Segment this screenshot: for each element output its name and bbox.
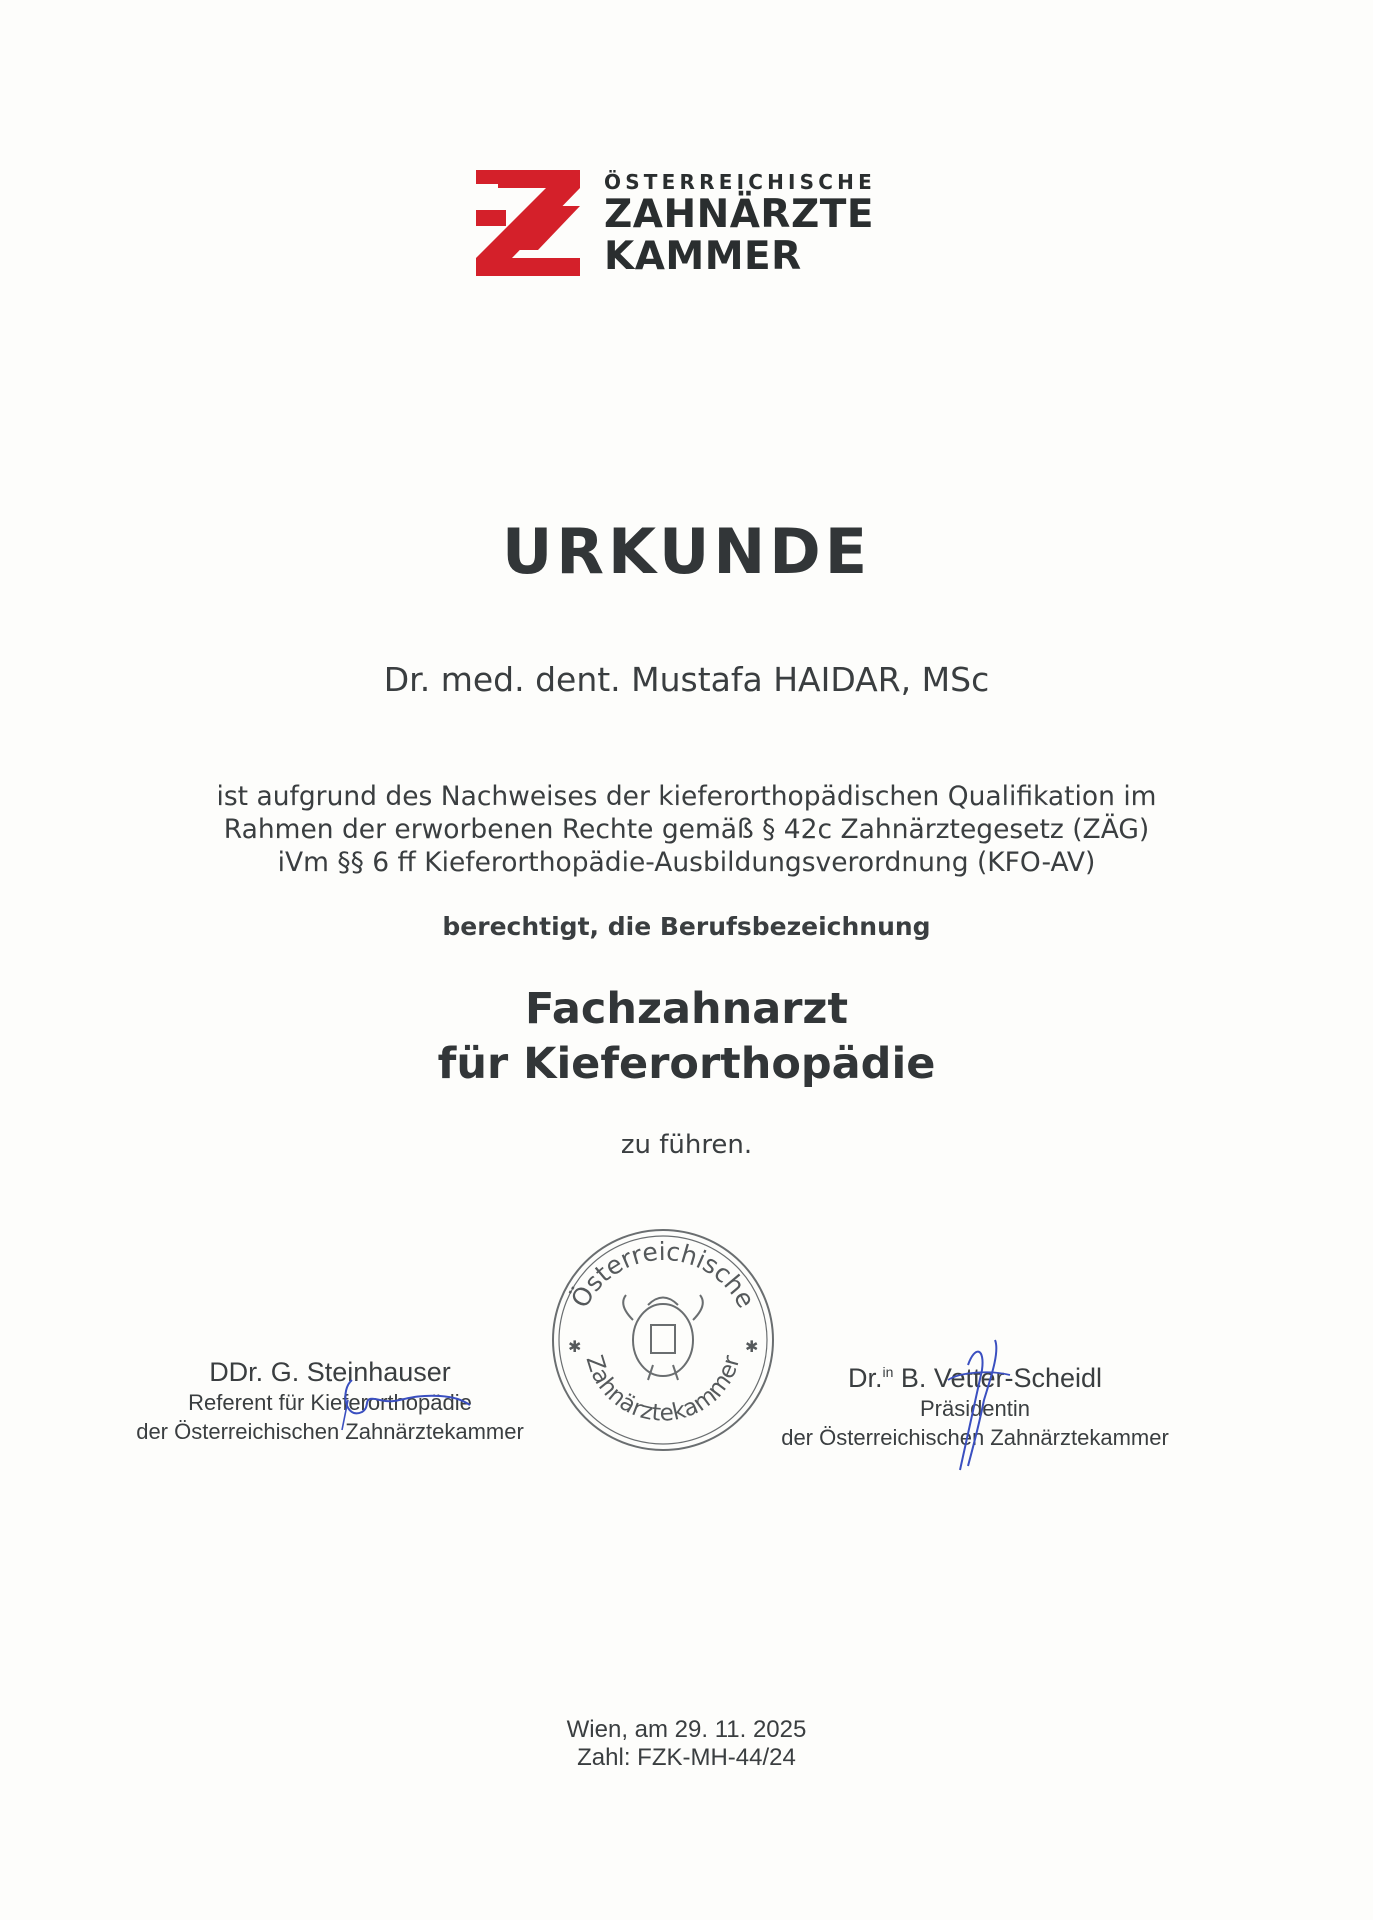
svg-text:Österreichische: Österreichische: [565, 1236, 761, 1313]
chamber-logo: [476, 170, 916, 280]
closing-text: zu führen.: [620, 1130, 753, 1160]
signatory-left: [100, 1356, 560, 1446]
logo-line-2: ZAHNÄRZTE: [604, 192, 874, 237]
authorization-text: berechtigt, die Berufsbezeichnung: [442, 912, 931, 941]
signatory-left-name: DDr. G. Steinhauser: [209, 1357, 451, 1387]
signatory-right-name: Dr.$^{in}$ B. Vetter-Scheidl: [847, 1363, 1103, 1393]
eagle-emblem-icon: [623, 1295, 703, 1380]
logo-wordmark: [604, 170, 876, 278]
paragraph-line: ist aufgrund des Nachweises der kieferorthopädischen Qualifikation im: [216, 781, 1157, 812]
paragraph-line: iVm §§ 6 ff Kieferorthopädie-Ausbildungsverordnung (KFO-AV): [277, 847, 1096, 878]
reference-number: Zahl: FZK-MH-44/24: [577, 1744, 796, 1771]
svg-text:✱: ✱: [568, 1337, 582, 1356]
signatory-left-org: der Österreichischen Zahnärztekammer: [136, 1419, 524, 1444]
signatory-right: [735, 1356, 1215, 1452]
recipient-name: Dr. med. dent. Mustafa HAIDAR, MSc: [383, 660, 990, 699]
place-date: Wien, am 29. 11. 2025: [566, 1716, 807, 1743]
specialty-line: Fachzahnarzt: [524, 984, 849, 1034]
issue-details: [0, 1716, 1373, 1772]
svg-text:Zahnärztekammer: Zahnärztekammer: [580, 1352, 746, 1427]
signatory-right-org: der Österreichischen Zahnärztekammer: [781, 1425, 1169, 1450]
signatory-right-role: Präsidentin: [919, 1396, 1031, 1421]
signatory-left-role: Referent für Kieferorthopädie: [188, 1390, 472, 1415]
logo-line-3: KAMMER: [604, 234, 802, 279]
logo-line-1: ÖSTERREICHISCHE: [604, 170, 876, 194]
specialty-line: für Kieferorthopädie: [437, 1039, 936, 1089]
svg-text:✱: ✱: [745, 1337, 759, 1356]
paragraph-line: Rahmen der erworbenen Rechte gemäß § 42c Zahnärztegesetz (ZÄG): [223, 814, 1150, 845]
document-title: URKUNDE: [501, 515, 872, 588]
specialty-title: [0, 982, 1373, 1092]
zz-logo-icon: [476, 170, 580, 276]
qualification-paragraph: [0, 780, 1373, 879]
